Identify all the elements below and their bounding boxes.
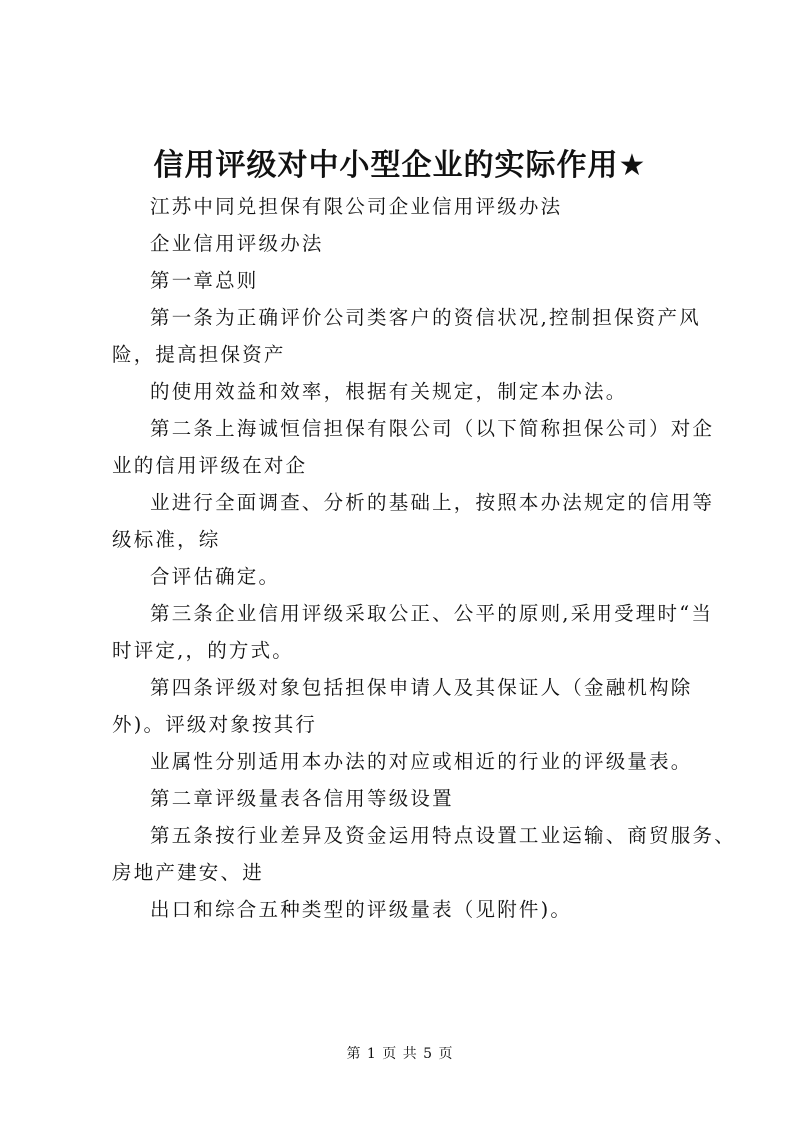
paragraph-line: 业进行全面调查、分析的基础上，按照本办法规定的信用等 bbox=[150, 491, 715, 514]
paragraph-line: 业属性分别适用本办法的对应或相近的行业的评级量表。 bbox=[150, 750, 693, 773]
page-footer: 第 1 页 共 5 页 bbox=[346, 1046, 454, 1062]
paragraph-line: 第一条为正确评价公司类客户的资信状况,控制担保资产风 bbox=[150, 306, 701, 329]
paragraph-line: 第三条企业信用评级采取公正、公平的原则,采用受理时“当 bbox=[150, 602, 714, 625]
paragraph-line: 级标准，综 bbox=[112, 528, 221, 551]
paragraph-line: 的使用效益和效率，根据有关规定，制定本办法。 bbox=[150, 380, 628, 403]
paragraph-line: 险，提高担保资产 bbox=[112, 343, 286, 366]
paragraph-line: 合评估确定。 bbox=[150, 565, 281, 588]
paragraph-line: 出口和综合五种类型的评级量表（见附件)。 bbox=[150, 898, 573, 921]
chapter-heading: 第一章总则 bbox=[150, 269, 259, 292]
paragraph-line: 第五条按行业差异及资金运用特点设置工业运输、商贸服务、 bbox=[150, 824, 736, 847]
paragraph-line: 业的信用评级在对企 bbox=[112, 454, 308, 477]
paragraph-line: 企业信用评级办法 bbox=[150, 232, 324, 255]
document-title: 信用评级对中小型企业的实际作用★ bbox=[153, 148, 647, 183]
paragraph-line: 外)。评级对象按其行 bbox=[112, 713, 318, 736]
paragraph-line: 第二条上海诚恒信担保有限公司（以下简称担保公司）对企 bbox=[150, 417, 715, 440]
chapter-heading: 第二章评级量表各信用等级设置 bbox=[150, 787, 454, 810]
document-body bbox=[112, 188, 736, 928]
paragraph-line: 时评定,，的方式。 bbox=[112, 639, 294, 662]
paragraph-line: 第四条评级对象包括担保申请人及其保证人（金融机构除 bbox=[150, 676, 693, 699]
paragraph-line: 房地产建安、进 bbox=[112, 861, 264, 884]
paragraph-line: 江苏中同兑担保有限公司企业信用评级办法 bbox=[150, 195, 563, 218]
